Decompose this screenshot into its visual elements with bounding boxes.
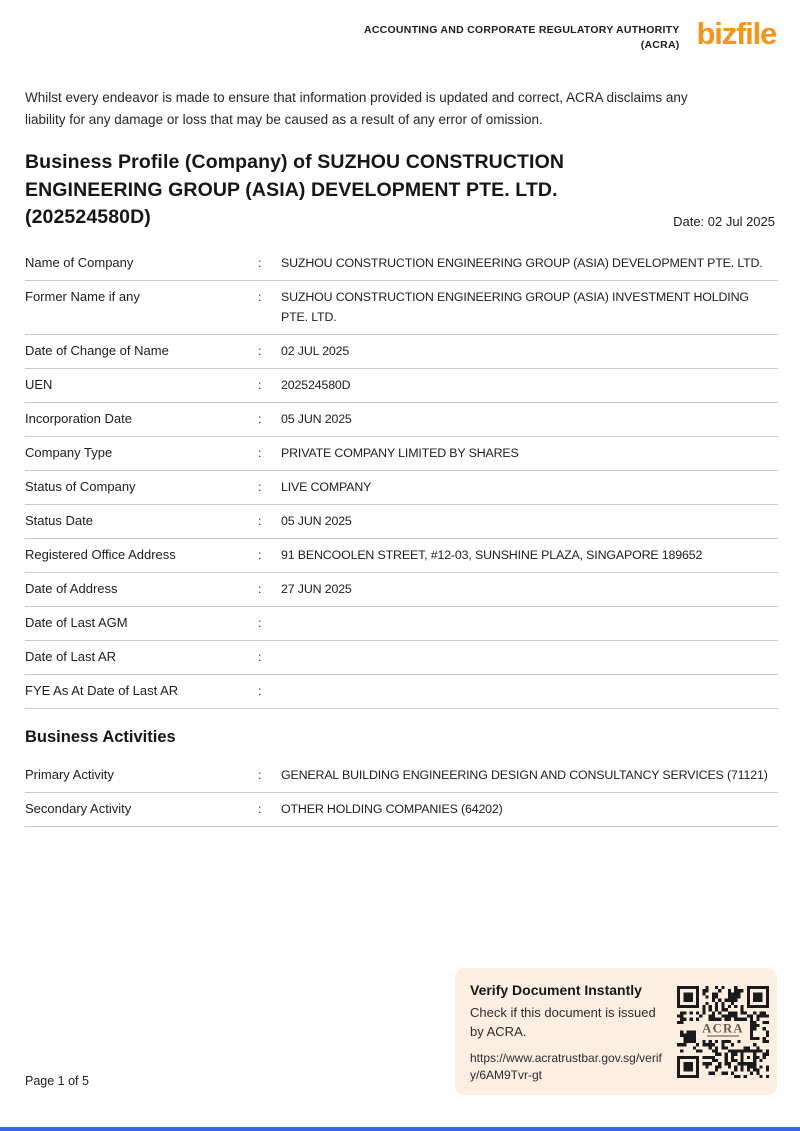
row-value: LIVE COMPANY [281,480,372,494]
bottom-edge-bar [0,1127,800,1131]
title-block [25,149,775,232]
row-colon: : [258,616,262,630]
row-colon: : [258,412,262,426]
row-colon: : [258,290,262,304]
row-colon: : [258,802,262,816]
row-label: Former Name if any [25,289,140,304]
table-row [25,641,778,675]
row-value: 27 JUN 2025 [281,582,352,596]
row-colon: : [258,514,262,528]
row-colon: : [258,684,262,698]
row-label: Secondary Activity [25,801,132,816]
row-colon: : [258,344,262,358]
row-label: Company Type [25,445,113,460]
page-title-line1: Business Profile (Company) of SUZHOU CONSTRUCTION [25,151,565,173]
row-label: Name of Company [25,255,134,270]
verify-document-card [455,968,777,1095]
agency-name [364,16,680,53]
row-label: Primary Activity [25,767,114,782]
table-row [25,247,778,281]
row-value: OTHER HOLDING COMPANIES (64202) [281,802,503,816]
table-row [25,505,778,539]
row-value [281,647,778,667]
row-value: 202524580D [281,378,351,392]
row-value: 91 BENCOOLEN STREET, #12-03, SUNSHINE PLAZA, SINGAPORE 189652 [281,548,703,562]
row-label: Date of Change of Name [25,343,169,358]
agency-name-line2: (ACRA) [640,39,680,51]
table-row [25,281,778,335]
row-label: Date of Last AR [25,649,117,664]
row-value: GENERAL BUILDING ENGINEERING DESIGN AND CONSULTANCY SERVICES (71121) [281,768,768,782]
qr-code-image [677,986,769,1078]
row-label: Incorporation Date [25,411,132,426]
document-header [364,16,776,53]
row-colon: : [258,548,262,562]
row-label: UEN [25,377,53,392]
row-value: 05 JUN 2025 [281,514,352,528]
row-colon: : [258,768,262,782]
verify-card-title: Verify Document Instantly [470,982,642,998]
verify-card-body: Check if this document is issued by ACRA. [470,1005,656,1039]
page-title [25,149,564,232]
page-title-line2: ENGINEERING GROUP (ASIA) DEVELOPMENT PTE. LTD. [25,178,558,201]
table-row [25,675,778,709]
row-value: 02 JUL 2025 [281,344,350,358]
row-colon: : [258,650,262,664]
row-colon: : [258,582,262,596]
row-value: SUZHOU CONSTRUCTION ENGINEERING GROUP (ASIA) INVESTMENT HOLDING PTE. LTD. [281,290,749,324]
table-row [25,403,778,437]
row-value: 05 JUN 2025 [281,412,352,426]
table-row [25,437,778,471]
business-activities-table [25,759,778,827]
section-heading-business-activities: Business Activities [25,728,176,746]
page-title-line3: (202524580D) [25,206,151,228]
row-value [281,681,778,701]
agency-name-line1: ACCOUNTING AND CORPORATE REGULATORY AUTHORITY [363,24,680,36]
row-colon: : [258,480,262,494]
page-number: Page 1 of 5 [25,1074,89,1088]
table-row [25,793,778,827]
row-label: Status Date [25,513,93,528]
table-row [25,759,778,793]
qr-code [677,986,769,1078]
acra-qr-label: ACRA [702,1020,744,1035]
row-label: FYE As At Date of Last AR [25,683,179,698]
row-colon: : [258,256,262,270]
row-colon: : [258,446,262,460]
row-label: Date of Last AGM [25,615,128,630]
row-value [281,613,778,633]
table-row [25,471,778,505]
disclaimer-text [25,87,780,130]
disclaimer-line1: Whilst every endeavor is made to ensure that information provided is updated and correct, ACRA disclaims any [25,90,688,105]
row-colon: : [258,378,262,392]
disclaimer-line2: liability for any damage or loss that may be caused as a result of any error of omission. [25,111,543,127]
row-label: Status of Company [25,479,136,494]
table-row [25,573,778,607]
verify-card-text [470,982,669,1084]
table-row [25,607,778,641]
row-label: Date of Address [25,581,118,596]
verify-url-link[interactable]: https://www.acratrustbar.gov.sg/verify/6AM9Tvr-gt [470,1051,662,1082]
table-row [25,335,778,369]
row-label: Registered Office Address [25,547,176,562]
row-value: PRIVATE COMPANY LIMITED BY SHARES [281,446,519,460]
document-date: Date: 02 Jul 2025 [673,213,775,229]
row-value: SUZHOU CONSTRUCTION ENGINEERING GROUP (ASIA) DEVELOPMENT PTE. LTD. [281,256,763,270]
company-profile-table [25,247,778,709]
bizfile-logo: bizfile [696,16,776,51]
table-row [25,369,778,403]
table-row [25,539,778,573]
